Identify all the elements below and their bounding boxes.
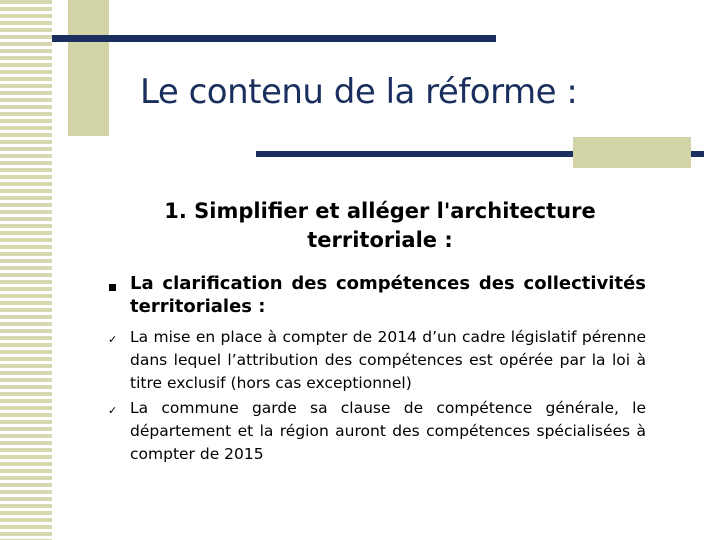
square-bullet-icon (109, 284, 116, 291)
sub-item-2: La commune garde sa clause de compétence générale, le département et la région auront des compétences spécialisées à compter de 2015 (130, 399, 646, 463)
checkmark-icon: ✓ (108, 404, 118, 417)
checkmark-icon: ✓ (108, 333, 118, 346)
bullet-item: La clarification des compétences des collectivités territoriales : (130, 273, 646, 317)
section-heading: 1. Simplifier et alléger l'architecture territoriale : (164, 199, 596, 252)
ruled-margin-decoration (0, 0, 52, 540)
sub-item-1: La mise en place à compter de 2014 d’un cadre législatif pérenne dans lequel l’attribution des compétences est opérée par la loi à titre exclusif (hors cas exceptionnel) (130, 328, 646, 392)
decorative-block-left (68, 0, 109, 136)
slide-title: Le contenu de la réforme : (140, 72, 578, 112)
decorative-block-right (573, 137, 691, 168)
decorative-bar-top (52, 35, 496, 42)
